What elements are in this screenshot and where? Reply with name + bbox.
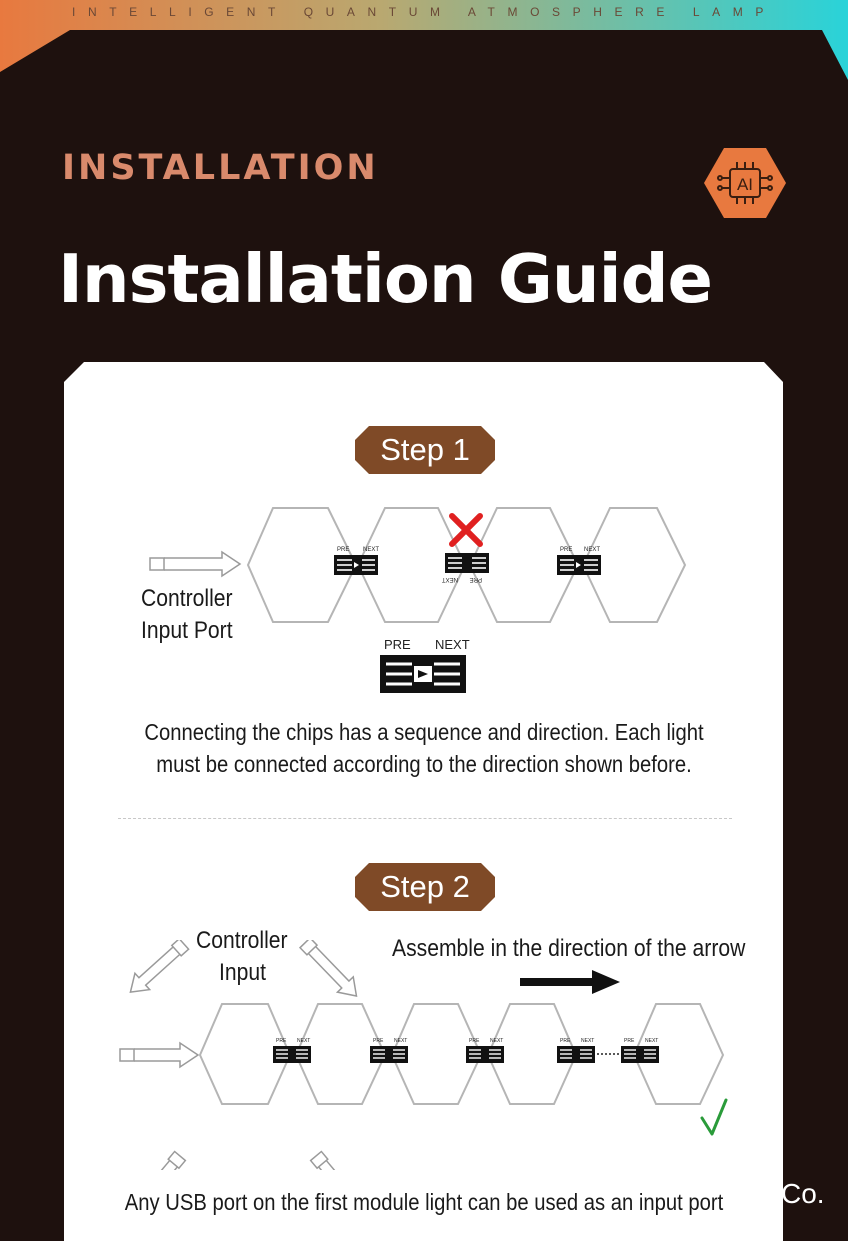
svg-text:PRE: PRE (469, 1038, 480, 1044)
step1-legend-chip-icon (380, 637, 470, 693)
corner-text: Co. (781, 1178, 825, 1209)
step1-pill (355, 426, 495, 474)
step1-controller-label-line1: Controller (141, 585, 233, 612)
step2-controller-label-line2: Input (219, 959, 266, 986)
step2-pill (355, 863, 495, 911)
svg-text:NEXT: NEXT (441, 576, 458, 582)
svg-text:NEXT: NEXT (490, 1038, 504, 1044)
svg-text:PRE: PRE (560, 1038, 571, 1044)
check-icon (702, 1100, 726, 1134)
svg-text:PRE: PRE (276, 1038, 287, 1044)
section-label: INSTALLATION (62, 148, 379, 188)
step2-controller-label-line1: Controller (196, 927, 288, 954)
step2-diagram (0, 940, 848, 1170)
svg-text:PRE: PRE (560, 547, 573, 553)
svg-text:NEXT: NEXT (581, 1038, 595, 1044)
input-arrow-bottom-right-icon (308, 1149, 370, 1170)
step2-chip-4-icon (557, 1038, 595, 1063)
wrong-x-icon (452, 516, 480, 544)
svg-text:NEXT: NEXT (584, 547, 601, 553)
svg-text:PRE: PRE (337, 547, 350, 553)
input-port-arrow-icon (150, 552, 240, 576)
step2-chip-1-icon (273, 1038, 311, 1063)
step1-chip-3-icon (557, 547, 601, 575)
step2-caption: Any USB port on the first module light can be used as an input port (124, 1189, 724, 1215)
svg-text:NEXT: NEXT (297, 1038, 311, 1044)
step1-diagram (0, 500, 848, 700)
tagline: INTELLIGENT QUANTUM ATMOSPHERE LAMP (72, 5, 776, 19)
svg-text:PRE: PRE (469, 576, 482, 582)
svg-text:NEXT: NEXT (363, 547, 380, 553)
step1-caption-line1: Connecting the chips has a sequence and direction. Each light (144, 719, 704, 745)
step2-chip-2-icon (370, 1038, 408, 1063)
svg-text:NEXT: NEXT (394, 1038, 408, 1044)
step1-controller-label-line2: Input Port (141, 617, 233, 644)
svg-text:NEXT: NEXT (645, 1038, 659, 1044)
step1-caption-line2: must be connected according to the direction shown before. (156, 751, 692, 777)
step2-pill-label: Step 2 (380, 869, 470, 904)
direction-arrow-icon (520, 970, 620, 994)
input-arrow-top-left-icon (123, 940, 191, 1000)
step1-pill-label: Step 1 (380, 432, 470, 467)
section-divider (118, 818, 732, 819)
step2-chip-3-icon (466, 1038, 504, 1063)
page-title: Installation Guide (58, 240, 712, 318)
input-arrow-top-right-icon (297, 940, 364, 1004)
ai-badge-label: AI (736, 175, 754, 194)
step1-wrong-chip-icon (442, 553, 489, 582)
svg-text:PRE: PRE (384, 637, 411, 652)
input-arrow-bottom-left-icon (127, 1149, 189, 1170)
input-arrow-left-icon (120, 1043, 198, 1067)
step1-chip-1-icon (334, 547, 379, 575)
svg-text:NEXT: NEXT (435, 637, 470, 652)
svg-text:PRE: PRE (624, 1038, 635, 1044)
svg-text:PRE: PRE (373, 1038, 384, 1044)
step2-arrow-label: Assemble in the direction of the arrow (392, 935, 746, 962)
